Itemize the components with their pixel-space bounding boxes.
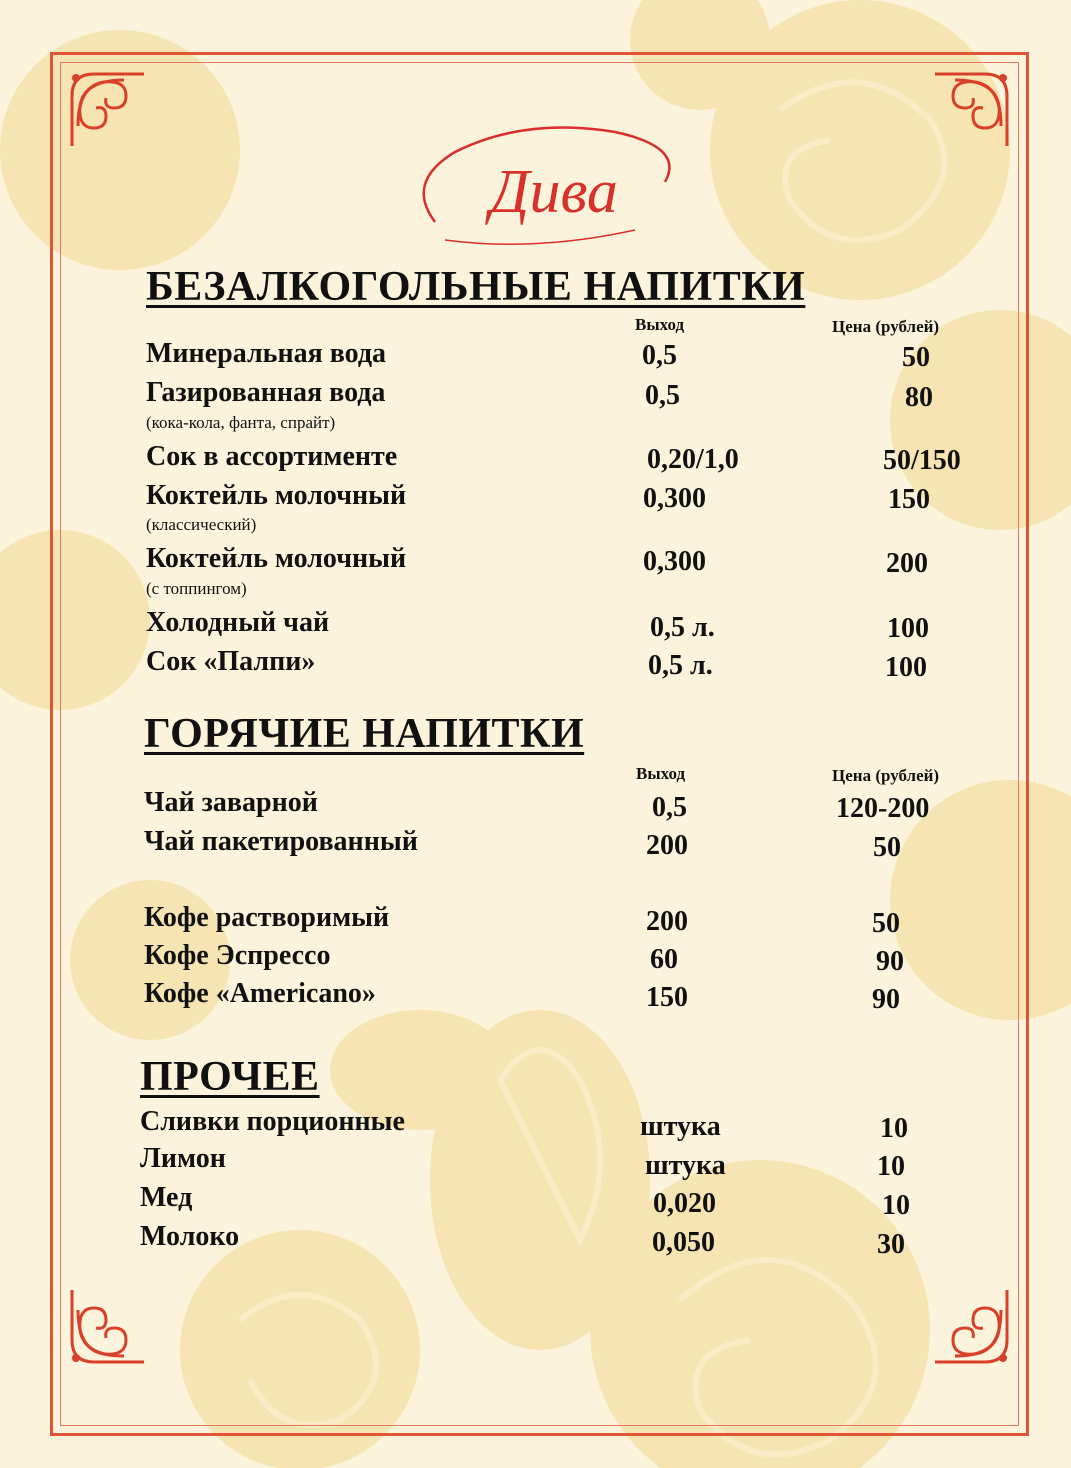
- column-header-output: Выход: [635, 315, 685, 334]
- item-price: 90: [872, 984, 900, 1015]
- item-output: 60: [650, 944, 678, 975]
- item-price: 50: [873, 832, 901, 863]
- item-note: (с топпингом): [146, 579, 247, 598]
- item-price: 10: [880, 1113, 908, 1144]
- item-price: 10: [882, 1190, 910, 1221]
- item-name: Кофе растворимый: [144, 902, 390, 933]
- item-price: 30: [877, 1229, 905, 1260]
- column-header-output: Выход: [636, 764, 686, 783]
- diva-logo: [395, 112, 705, 257]
- item-output: 0,5: [642, 340, 677, 371]
- item-name: Коктейль молочный: [146, 543, 407, 574]
- item-output: 0,050: [652, 1227, 715, 1258]
- column-header-price: Цена (рублей): [832, 317, 940, 336]
- item-output: 0,5 л.: [650, 612, 715, 643]
- item-name: Кофе «Americano»: [144, 978, 376, 1009]
- item-output: штука: [640, 1111, 721, 1142]
- item-price: 120-200: [836, 793, 930, 824]
- item-note: (классический): [146, 515, 257, 534]
- item-price: 100: [885, 652, 927, 683]
- item-price: 50: [872, 908, 900, 939]
- section-title-other: ПРОЧЕЕ: [140, 1054, 320, 1100]
- item-output: 0,20/1,0: [647, 444, 739, 475]
- item-price: 90: [876, 946, 904, 977]
- item-name: Минеральная вода: [146, 338, 387, 369]
- item-name: Сливки порционные: [140, 1106, 405, 1137]
- item-price: 80: [905, 382, 933, 413]
- floral-scroll-ornament-icon: [933, 1288, 1015, 1370]
- item-output: 0,5: [652, 792, 687, 823]
- item-price: 200: [886, 548, 928, 579]
- item-price: 50/150: [883, 445, 961, 476]
- item-name: Чай пакетированный: [144, 826, 418, 857]
- item-name: Холодный чай: [146, 607, 330, 638]
- item-output: 0,300: [643, 546, 706, 577]
- item-output: 150: [646, 982, 688, 1013]
- item-output: штука: [645, 1150, 726, 1181]
- item-name: Молоко: [140, 1221, 240, 1252]
- item-note: (кока-кола, фанта, спрайт): [146, 413, 336, 432]
- item-name: Лимон: [140, 1143, 226, 1174]
- floral-scroll-ornament-icon: [933, 66, 1015, 148]
- item-name: Газированная вода: [146, 377, 386, 408]
- item-price: 50: [902, 342, 930, 373]
- item-output: 0,300: [643, 483, 706, 514]
- item-name: Коктейль молочный: [146, 480, 407, 511]
- item-price: 10: [877, 1151, 905, 1182]
- item-output: 0,5 л.: [648, 650, 713, 681]
- item-name: Сок в ассортименте: [146, 441, 398, 472]
- item-name: Сок «Палпи»: [146, 646, 316, 677]
- column-header-price: Цена (рублей): [832, 766, 940, 785]
- item-output: 200: [646, 830, 688, 861]
- item-name: Кофе Эспрессо: [144, 940, 331, 971]
- floral-scroll-ornament-icon: [64, 1288, 146, 1370]
- section-title-soft-drinks: БЕЗАЛКОГОЛЬНЫЕ НАПИТКИ: [146, 264, 806, 310]
- item-output: 0,020: [653, 1188, 716, 1219]
- item-name: Мед: [140, 1182, 193, 1213]
- item-name: Чай заварной: [144, 787, 318, 818]
- item-output: 200: [646, 906, 688, 937]
- item-price: 100: [887, 613, 929, 644]
- section-title-hot-drinks: ГОРЯЧИЕ НАПИТКИ: [144, 711, 585, 757]
- floral-scroll-ornament-icon: [64, 66, 146, 148]
- brand-name: Дива: [490, 158, 618, 226]
- item-price: 150: [888, 484, 930, 515]
- item-output: 0,5: [645, 380, 680, 411]
